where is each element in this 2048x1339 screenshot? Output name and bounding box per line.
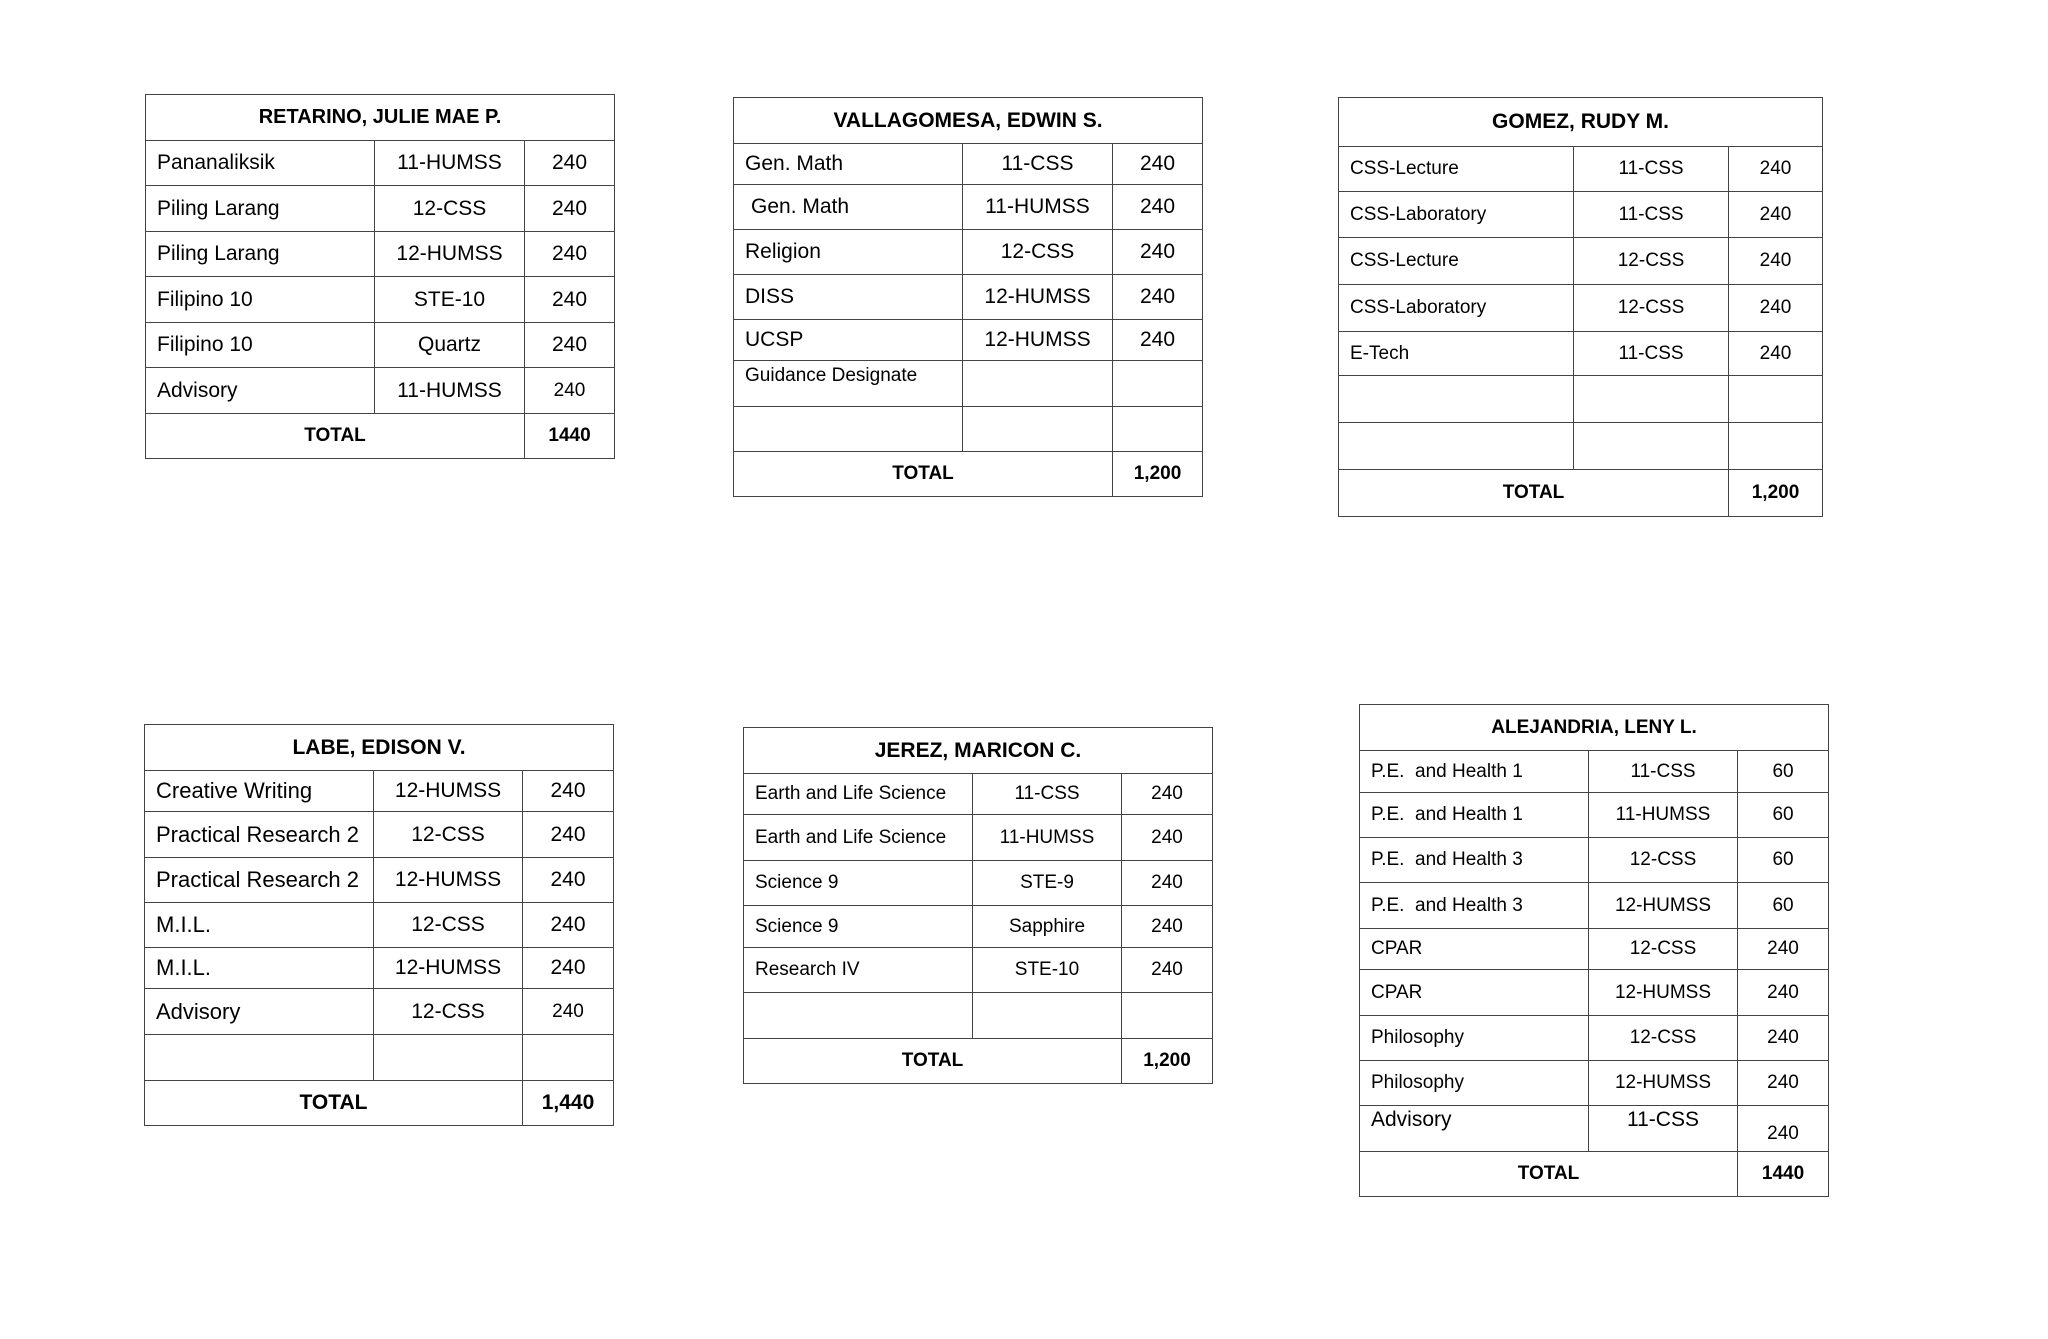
subject-cell [744, 993, 973, 1039]
subject-cell: E-Tech [1339, 332, 1574, 376]
table-row [146, 232, 615, 277]
minutes-cell: 240 [523, 812, 614, 858]
minutes-cell: 240 [1729, 238, 1823, 285]
section-cell: 11-CSS [1574, 147, 1729, 192]
teacher-load-table [733, 97, 1203, 497]
minutes-cell: 240 [1729, 285, 1823, 332]
subject-cell: Practical Research 2 [145, 812, 374, 858]
table-row [145, 989, 614, 1035]
teacher-name: JEREZ, MARICON C. [744, 728, 1213, 774]
table-row [145, 1035, 614, 1081]
section-cell: 12-HUMSS [963, 275, 1113, 320]
subject-cell: Advisory [145, 989, 374, 1035]
section-cell: 11-CSS [973, 774, 1122, 815]
table-row [744, 906, 1213, 948]
subject-cell: CPAR [1360, 929, 1589, 970]
subject-cell: Filipino 10 [146, 277, 375, 323]
minutes-cell: 240 [1729, 192, 1823, 238]
subject-cell: Science 9 [744, 861, 973, 906]
table-row [734, 320, 1203, 361]
minutes-cell: 240 [523, 771, 614, 812]
minutes-cell [1122, 993, 1213, 1039]
total-value: 1440 [525, 414, 615, 459]
total-label: TOTAL [1360, 1152, 1738, 1197]
minutes-cell: 240 [1122, 774, 1213, 815]
minutes-cell: 240 [1738, 1016, 1829, 1061]
table-row [146, 323, 615, 368]
subject-cell: Research IV [744, 948, 973, 993]
teacher-name: LABE, EDISON V. [145, 725, 614, 771]
subject-cell: Practical Research 2 [145, 858, 374, 903]
section-cell: STE-10 [375, 277, 525, 323]
table-row [1360, 970, 1829, 1016]
table-row [1360, 838, 1829, 883]
minutes-cell: 240 [1738, 929, 1829, 970]
table-row [145, 771, 614, 812]
section-cell: 12-CSS [374, 989, 523, 1035]
subject-cell: Advisory [1360, 1106, 1589, 1152]
table-row [146, 368, 615, 414]
table-row [1339, 376, 1823, 423]
table-row [734, 275, 1203, 320]
subject-cell: P.E. and Health 3 [1360, 883, 1589, 929]
subject-cell [145, 1035, 374, 1081]
minutes-cell: 240 [1113, 275, 1203, 320]
section-cell: 12-CSS [1589, 1016, 1738, 1061]
section-cell: 12-CSS [374, 812, 523, 858]
total-label: TOTAL [1339, 470, 1729, 517]
total-value: 1440 [1738, 1152, 1829, 1197]
minutes-cell: 60 [1738, 838, 1829, 883]
section-cell [963, 361, 1113, 407]
minutes-cell: 240 [1113, 230, 1203, 275]
subject-cell: Science 9 [744, 906, 973, 948]
table-row [734, 144, 1203, 185]
total-value: 1,200 [1122, 1039, 1213, 1084]
teacher-name: GOMEZ, RUDY M. [1339, 98, 1823, 147]
total-label: TOTAL [744, 1039, 1122, 1084]
minutes-cell: 240 [1729, 332, 1823, 376]
subject-cell: Philosophy [1360, 1016, 1589, 1061]
subject-cell [1339, 376, 1574, 423]
section-cell: 12-HUMSS [1589, 1061, 1738, 1106]
subject-cell: Piling Larang [146, 232, 375, 277]
table-row [734, 230, 1203, 275]
total-row [744, 1039, 1213, 1084]
minutes-cell: 240 [523, 948, 614, 989]
table-row [146, 186, 615, 232]
section-cell: STE-10 [973, 948, 1122, 993]
minutes-cell: 60 [1738, 793, 1829, 838]
total-row [734, 452, 1203, 497]
table-row [1339, 192, 1823, 238]
subject-cell: Gen. Math [734, 185, 963, 230]
subject-cell [734, 407, 963, 452]
total-row [1339, 470, 1823, 517]
minutes-cell: 240 [523, 858, 614, 903]
section-cell: 12-CSS [1574, 238, 1729, 285]
section-cell: 11-HUMSS [973, 815, 1122, 861]
section-cell: 11-CSS [963, 144, 1113, 185]
table-row [744, 815, 1213, 861]
total-value: 1,200 [1113, 452, 1203, 497]
section-cell: 12-HUMSS [1589, 970, 1738, 1016]
teacher-load-table [1338, 97, 1823, 517]
table-row [1339, 332, 1823, 376]
minutes-cell: 60 [1738, 751, 1829, 793]
subject-cell: Piling Larang [146, 186, 375, 232]
table-row [734, 407, 1203, 452]
section-cell: 11-HUMSS [963, 185, 1113, 230]
minutes-cell: 240 [1113, 185, 1203, 230]
table-row [734, 185, 1203, 230]
section-cell: 12-CSS [963, 230, 1113, 275]
section-cell [1574, 423, 1729, 470]
subject-cell: Pananaliksik [146, 141, 375, 186]
section-cell: 12-CSS [374, 903, 523, 948]
minutes-cell: 240 [525, 186, 615, 232]
section-cell: 12-HUMSS [963, 320, 1113, 361]
section-cell: 11-HUMSS [1589, 793, 1738, 838]
teacher-load-table [145, 94, 615, 459]
table-row [1360, 1016, 1829, 1061]
teacher-load-table [1359, 704, 1829, 1197]
minutes-cell: 60 [1738, 883, 1829, 929]
subject-cell: P.E. and Health 1 [1360, 751, 1589, 793]
teacher-name: ALEJANDRIA, LENY L. [1360, 705, 1829, 751]
total-value: 1,200 [1729, 470, 1823, 517]
table-row [1339, 423, 1823, 470]
section-cell: 12-CSS [375, 186, 525, 232]
subject-cell: Earth and Life Science [744, 815, 973, 861]
subject-cell: P.E. and Health 3 [1360, 838, 1589, 883]
subject-cell: DISS [734, 275, 963, 320]
total-row [1360, 1152, 1829, 1197]
minutes-cell: 240 [525, 368, 615, 414]
total-label: TOTAL [146, 414, 525, 459]
teacher-load-table [743, 727, 1213, 1084]
section-cell: 12-CSS [1589, 929, 1738, 970]
teacher-load-table [144, 724, 614, 1126]
table-row [744, 993, 1213, 1039]
minutes-cell: 240 [1122, 906, 1213, 948]
teacher-name: VALLAGOMESA, EDWIN S. [734, 98, 1203, 144]
total-row [146, 414, 615, 459]
minutes-cell: 240 [525, 277, 615, 323]
minutes-cell: 240 [1738, 1106, 1829, 1152]
minutes-cell: 240 [1738, 970, 1829, 1016]
table-row [146, 277, 615, 323]
subject-cell: CSS-Lecture [1339, 238, 1574, 285]
section-cell [973, 993, 1122, 1039]
section-cell: STE-9 [973, 861, 1122, 906]
table-row [1360, 751, 1829, 793]
minutes-cell: 240 [1729, 147, 1823, 192]
table-row [1360, 793, 1829, 838]
minutes-cell [1729, 376, 1823, 423]
table-row [145, 858, 614, 903]
minutes-cell [1113, 361, 1203, 407]
subject-cell: Advisory [146, 368, 375, 414]
subject-cell: Earth and Life Science [744, 774, 973, 815]
minutes-cell: 240 [1122, 815, 1213, 861]
section-cell: 12-HUMSS [374, 771, 523, 812]
section-cell [963, 407, 1113, 452]
minutes-cell: 240 [1738, 1061, 1829, 1106]
subject-cell: UCSP [734, 320, 963, 361]
table-row [734, 361, 1203, 407]
subject-cell: Philosophy [1360, 1061, 1589, 1106]
total-label: TOTAL [145, 1081, 523, 1126]
subject-cell: P.E. and Health 1 [1360, 793, 1589, 838]
section-cell: 12-CSS [1574, 285, 1729, 332]
section-cell: 12-HUMSS [374, 858, 523, 903]
table-row [146, 141, 615, 186]
table-row [1360, 1061, 1829, 1106]
section-cell: Sapphire [973, 906, 1122, 948]
table-row [145, 903, 614, 948]
total-row [145, 1081, 614, 1126]
section-cell [374, 1035, 523, 1081]
section-cell: 11-HUMSS [375, 368, 525, 414]
section-cell: Quartz [375, 323, 525, 368]
section-cell: 11-HUMSS [375, 141, 525, 186]
subject-cell [1339, 423, 1574, 470]
subject-cell: M.I.L. [145, 903, 374, 948]
table-row [1339, 147, 1823, 192]
table-row [1360, 883, 1829, 929]
total-value: 1,440 [523, 1081, 614, 1126]
section-cell: 12-CSS [1589, 838, 1738, 883]
table-row [1360, 1106, 1829, 1152]
subject-cell: Filipino 10 [146, 323, 375, 368]
minutes-cell: 240 [523, 903, 614, 948]
minutes-cell: 240 [1122, 861, 1213, 906]
minutes-cell: 240 [1113, 320, 1203, 361]
minutes-cell: 240 [525, 141, 615, 186]
table-row [744, 861, 1213, 906]
table-row [1360, 929, 1829, 970]
section-cell: 12-HUMSS [1589, 883, 1738, 929]
subject-cell: Creative Writing [145, 771, 374, 812]
section-cell: 12-HUMSS [375, 232, 525, 277]
minutes-cell: 240 [525, 232, 615, 277]
table-row [744, 774, 1213, 815]
section-cell: 11-CSS [1574, 332, 1729, 376]
section-cell: 11-CSS [1589, 1106, 1738, 1152]
minutes-cell [523, 1035, 614, 1081]
table-row [1339, 238, 1823, 285]
minutes-cell: 240 [525, 323, 615, 368]
subject-cell: Religion [734, 230, 963, 275]
total-label: TOTAL [734, 452, 1113, 497]
subject-cell: CSS-Lecture [1339, 147, 1574, 192]
section-cell: 11-CSS [1574, 192, 1729, 238]
subject-cell: M.I.L. [145, 948, 374, 989]
subject-cell: CSS-Laboratory [1339, 192, 1574, 238]
subject-cell: Gen. Math [734, 144, 963, 185]
minutes-cell [1113, 407, 1203, 452]
subject-cell: CPAR [1360, 970, 1589, 1016]
minutes-cell: 240 [1113, 144, 1203, 185]
table-row [145, 812, 614, 858]
minutes-cell [1729, 423, 1823, 470]
section-cell: 12-HUMSS [374, 948, 523, 989]
subject-cell: CSS-Laboratory [1339, 285, 1574, 332]
minutes-cell: 240 [1122, 948, 1213, 993]
table-row [145, 948, 614, 989]
teacher-name: RETARINO, JULIE MAE P. [146, 95, 615, 141]
table-row [744, 948, 1213, 993]
section-cell: 11-CSS [1589, 751, 1738, 793]
table-row [1339, 285, 1823, 332]
subject-cell: Guidance Designate [734, 361, 963, 407]
minutes-cell: 240 [523, 989, 614, 1035]
section-cell [1574, 376, 1729, 423]
